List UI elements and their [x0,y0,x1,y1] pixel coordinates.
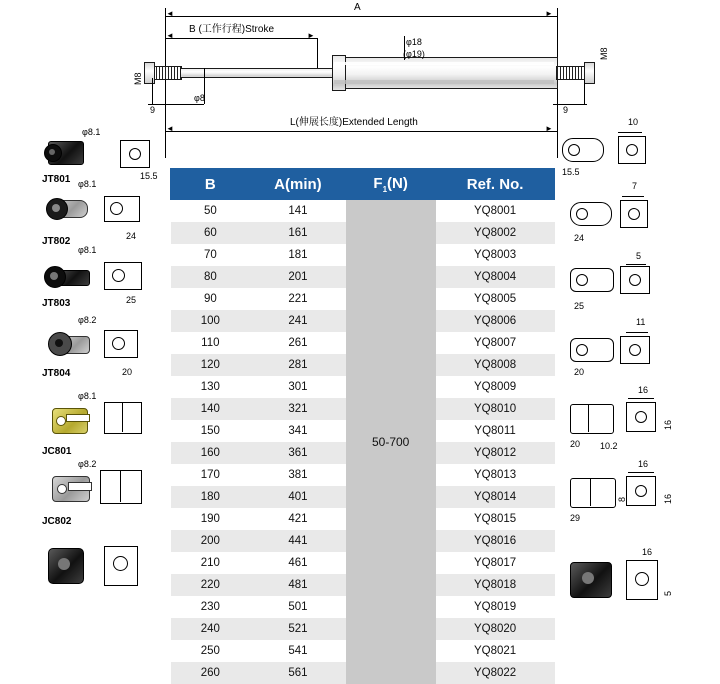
right-part-5-body-line [590,478,591,506]
left-part-2-code: JT803 [42,298,70,309]
col-header-f1 [346,169,436,200]
left-part-4-code: JC801 [42,446,71,457]
left-part-2-section-bore [112,269,125,282]
cell-ref-no: YQ8007 [436,332,555,354]
dim-L-arrow-left: ◄ [166,125,174,133]
thread-right-label: M8 [600,47,609,60]
cell-a-min: 481 [250,574,345,596]
cell-a-min: 381 [250,464,345,486]
cell-b: 50 [171,200,251,223]
dia-8-label: φ8 [194,94,205,103]
col-header-ref-no: Ref. No. [436,169,555,200]
left-part-3-section-bore [112,337,125,350]
right-part-6-dim-a: 16 [642,548,652,557]
left-part-5-slot [68,482,92,491]
right-part-2-bore [576,274,588,286]
dim-B-arrow-left: ◄ [166,32,174,40]
right-part-1-bore [576,208,588,220]
left-part-4-bore [56,416,66,426]
left-part-3-code: JT804 [42,368,70,379]
cell-a-min: 161 [250,222,345,244]
cell-b: 100 [171,310,251,332]
dim-9-left-ext [152,78,153,104]
cylinder-highlight [334,62,554,65]
dim-9-right-line [553,104,587,105]
cell-a-min: 561 [250,662,345,684]
left-part-4-section [104,402,142,434]
left-part-0-bore [49,149,55,155]
right-part-1-dimline [622,196,644,197]
cell-a-min: 421 [250,508,345,530]
left-part-5-section-line [120,470,121,502]
cell-b: 230 [171,596,251,618]
right-part-2-dim-a: 5 [636,252,641,261]
dimline-B [165,38,317,39]
left-part-1-section-bore [110,202,123,215]
dim-A-arrow-right: ► [545,10,553,18]
right-part-3-dimline [626,332,648,333]
cell-a-min: 241 [250,310,345,332]
cell-a-min: 521 [250,618,345,640]
cell-ref-no: YQ8009 [436,376,555,398]
cell-b: 260 [171,662,251,684]
cell-ref-no: YQ8008 [436,354,555,376]
cell-b: 210 [171,552,251,574]
left-part-2-dim: 25 [126,296,136,305]
right-part-5-dimline [628,472,654,473]
cell-b: 150 [171,420,251,442]
right-part-4-body-line [588,404,589,432]
left-nut [144,62,155,84]
cell-a-min: 361 [250,442,345,464]
left-part-2-dia: φ8.1 [78,246,96,255]
right-part-5-dim-b: 16 [664,494,673,504]
left-part-3-dim: 20 [122,368,132,377]
cell-b: 90 [171,288,251,310]
cell-ref-no: YQ8018 [436,574,555,596]
cell-b: 110 [171,332,251,354]
left-part-6-section-bore [113,556,128,571]
right-nut [584,62,595,84]
cell-ref-no: YQ8020 [436,618,555,640]
cell-b: 140 [171,398,251,420]
cell-ref-no: YQ8003 [436,244,555,266]
dim-A-arrow-left: ◄ [166,10,174,18]
right-part-0-dim-a: 10 [628,118,638,127]
spec-table [170,168,555,684]
right-thread-M8 [556,66,586,80]
cell-ref-no: YQ8021 [436,640,555,662]
cell-ref-no: YQ8013 [436,464,555,486]
left-part-4-slot [66,414,90,422]
cell-a-min: 401 [250,486,345,508]
right-part-5-dim-d: 8 [618,497,627,502]
cell-a-min: 181 [250,244,345,266]
right-part-4-dimline [628,398,654,399]
right-part-5-section-bore [635,485,647,497]
cell-a-min: 141 [250,200,345,223]
dia-18-label: φ18 [406,38,422,47]
cell-ref-no: YQ8010 [436,398,555,420]
right-part-1-section-bore [628,208,640,220]
right-part-4-dim-a: 16 [638,386,648,395]
left-part-5-dia: φ8.2 [78,460,96,469]
right-part-5-dim-c: 29 [570,514,580,523]
dim-B-label: B (工作行程)Stroke [189,25,274,35]
col-header-f1-text: $F_1(N)$ [373,175,407,192]
thread-left-label: M8 [134,72,143,85]
cell-ref-no: YQ8017 [436,552,555,574]
right-part-4-dim-d: 10.2 [600,442,618,451]
col-header-a-min [250,169,345,200]
cell-ref-no: YQ8002 [436,222,555,244]
right-part-0-dim-b: 15.5 [562,168,580,177]
right-part-4-dim-b: 16 [664,420,673,430]
right-part-1-dim-a: 7 [632,182,637,191]
cell-b: 130 [171,376,251,398]
cell-ref-no: YQ8001 [436,200,555,223]
right-parts-column [556,110,720,602]
dim-A-label: A [354,3,361,13]
left-part-2-bore [50,272,58,280]
cell-b: 170 [171,464,251,486]
rod-step-line [204,68,205,76]
right-part-3-dim-b: 20 [574,368,584,377]
table-row [171,200,555,223]
cell-ref-no: YQ8011 [436,420,555,442]
table-header-row [171,169,555,200]
right-part-6-section-bore [635,572,649,586]
cell-ref-no: YQ8022 [436,662,555,684]
left-part-5-section [100,470,142,504]
right-part-2-dim-b: 25 [574,302,584,311]
cell-a-min: 301 [250,376,345,398]
cell-a-min: 341 [250,420,345,442]
right-part-3-section-bore [629,344,641,356]
right-part-3-bore [576,344,588,356]
left-part-1-code: JT802 [42,236,70,247]
dimline-L [165,131,557,132]
right-part-2-section-bore [629,274,641,286]
right-part-1-dim-b: 24 [574,234,584,243]
cell-ref-no: YQ8005 [436,288,555,310]
right-part-3-dim-a: 11 [636,318,645,327]
cell-a-min: 541 [250,640,345,662]
dim-L-arrow-right: ► [545,125,553,133]
cell-b: 120 [171,354,251,376]
right-part-0-section-bore [626,144,638,156]
right-part-4-body [570,404,614,434]
col-header-a-text: A(min) [274,176,322,193]
cell-a-min: 501 [250,596,345,618]
right-part-6-bore [582,572,594,584]
left-part-6-bore [58,558,70,570]
cell-ref-no: YQ8015 [436,508,555,530]
left-parts-column [0,128,168,602]
left-thread-M8 [152,66,182,80]
cell-b: 250 [171,640,251,662]
cell-a-min: 441 [250,530,345,552]
right-part-6-dim-b: 5 [664,591,673,596]
right-part-2-dimline [626,264,646,265]
left-part-1-dia: φ8.1 [78,180,96,189]
cell-a-min: 461 [250,552,345,574]
dimline-A [165,16,557,17]
left-part-0-dim: 15.5 [140,172,158,181]
cell-ref-no: YQ8004 [436,266,555,288]
cylinder-shadow [334,80,554,84]
dim-9-left-label: 9 [150,106,155,115]
left-part-0-section-bore [129,148,141,160]
cell-b: 60 [171,222,251,244]
cell-b: 190 [171,508,251,530]
cell-b: 200 [171,530,251,552]
cell-ref-no: YQ8012 [436,442,555,464]
left-part-5-bore [57,484,67,494]
left-part-5-code: JC802 [42,516,71,527]
right-part-0-bore [568,144,580,156]
left-part-3-dia: φ8.2 [78,316,96,325]
left-part-1-dim: 24 [126,232,136,241]
left-part-4-dia: φ8.1 [78,392,96,401]
cell-ref-no: YQ8014 [436,486,555,508]
cell-ref-no: YQ8006 [436,310,555,332]
left-part-4-section-line [122,402,123,432]
cell-a-min: 281 [250,354,345,376]
cell-b: 220 [171,574,251,596]
cylinder-end-cap [332,55,346,91]
col-header-b: B [171,169,251,200]
cell-a-min: 261 [250,332,345,354]
right-part-0-dimline [618,132,642,133]
dia-19-label: (φ19) [403,50,425,59]
cell-b: 160 [171,442,251,464]
cell-ref-no: YQ8016 [436,530,555,552]
left-part-3-bore [55,339,63,347]
cell-a-min: 221 [250,288,345,310]
cell-ref-no: YQ8019 [436,596,555,618]
dim-9-right-ext [584,80,585,104]
dim-9-right-label: 9 [563,106,568,115]
dim-L-label: L(伸展长度)Extended Length [290,118,418,128]
right-part-5-body [570,478,616,508]
right-part-5-dim-a: 16 [638,460,648,469]
cell-b: 240 [171,618,251,640]
table-body [171,200,555,684]
right-part-4-section-bore [635,411,647,423]
cell-b: 80 [171,266,251,288]
cell-b: 180 [171,486,251,508]
left-part-0-dia: φ8.1 [82,128,100,137]
cell-force-range: 50-700 [346,200,436,684]
cell-a-min: 201 [250,266,345,288]
left-part-0-code: JT801 [42,174,70,185]
cell-b: 70 [171,244,251,266]
cell-a-min: 321 [250,398,345,420]
left-part-1-bore [52,204,60,212]
dim-B-arrow-right: ► [307,32,315,40]
right-part-4-dim-c: 20 [570,440,580,449]
